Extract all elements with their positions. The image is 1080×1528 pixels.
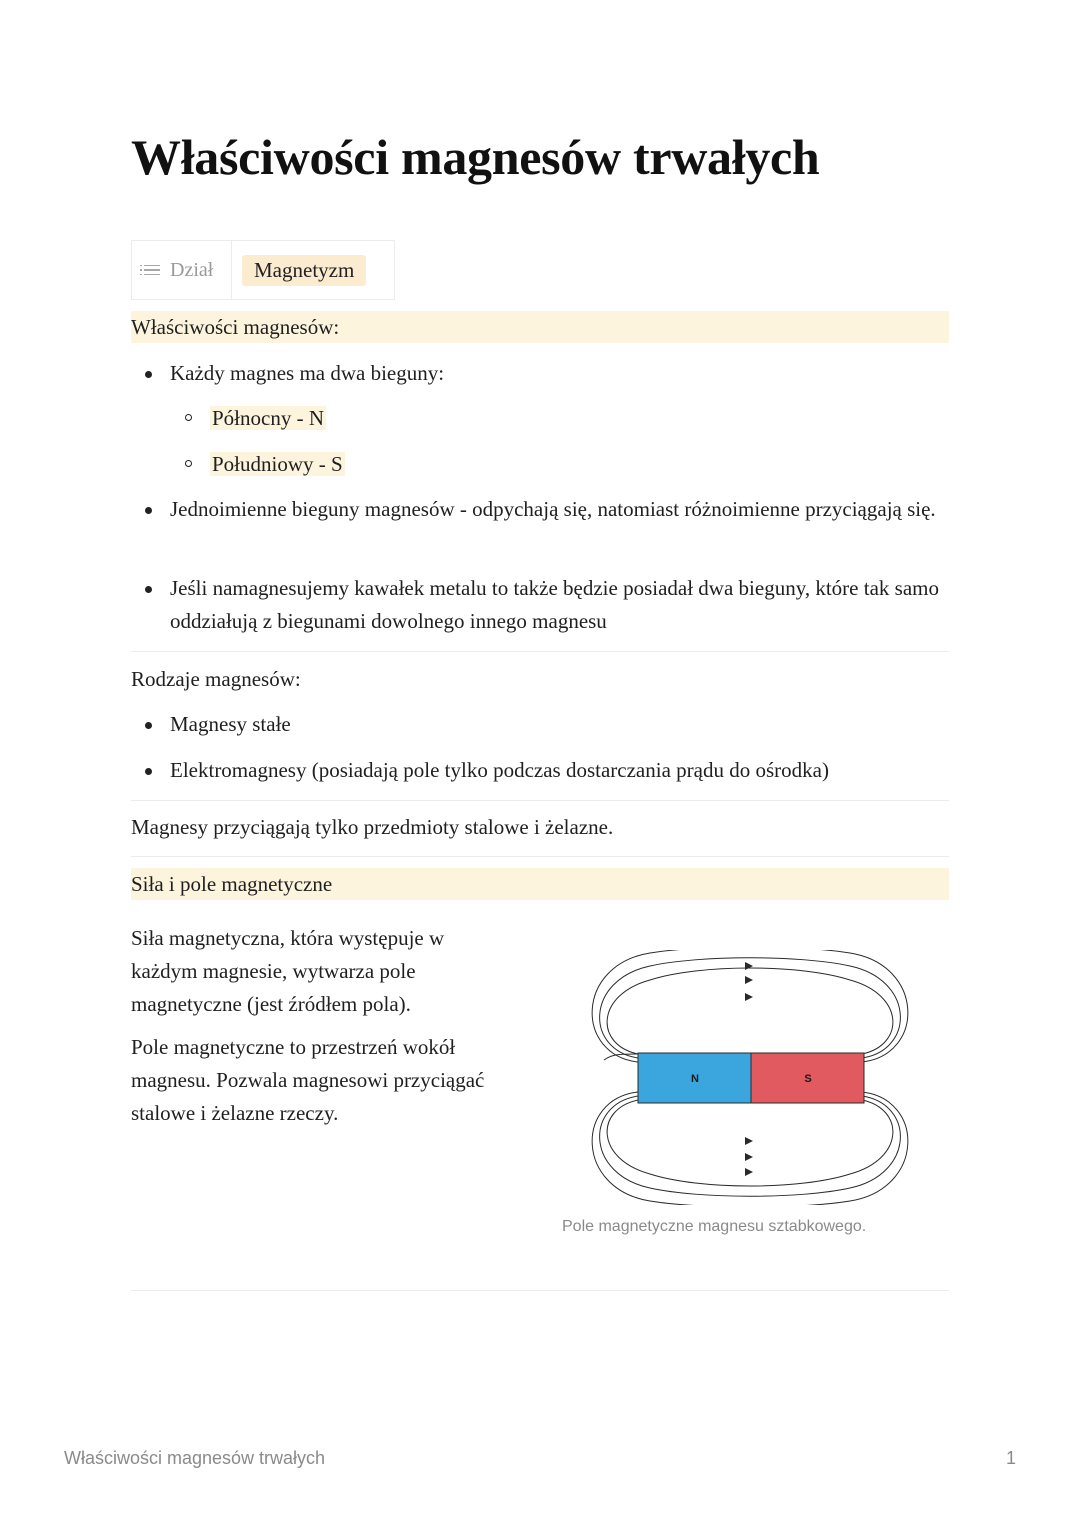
list-subitem xyxy=(210,402,326,435)
list-item: Jeśli namagnesujemy kawałek metalu to także będzie posiadał dwa bieguny, które tak samo oddziałują z biegunami dowolnego innego magnesu xyxy=(170,572,940,638)
subitem-text: Południowy - S xyxy=(212,452,343,476)
property-key xyxy=(132,241,232,299)
figure-caption: Pole magnetyczne magnesu sztabkowego. xyxy=(562,1218,867,1235)
statement-text: Magnesy przyciągają tylko przedmioty stalowe i żelazne. xyxy=(131,815,614,839)
arrow-icon xyxy=(745,993,753,1001)
list-subitem xyxy=(210,448,345,481)
arrow-icon xyxy=(745,1153,753,1161)
divider xyxy=(131,651,949,652)
property-row xyxy=(131,240,395,300)
footer-title: Właściwości magnesów trwałych xyxy=(64,1448,326,1468)
section-heading-wlasciwosci: Właściwości magnesów: xyxy=(131,311,949,343)
arrow-icon xyxy=(745,976,753,984)
section-heading-sila: Siła i pole magnetyczne xyxy=(131,868,949,900)
page-title: Właściwości magnesów trwałych xyxy=(131,129,820,185)
paragraph-sila: Siła magnetyczna, która występuje w każdym magnesie, wytwarza pole magnetyczne (jest źródłem pola). xyxy=(131,926,445,1016)
tag-magnetyzm[interactable]: Magnetyzm xyxy=(242,255,366,286)
subitem-text: Północny - N xyxy=(212,406,324,430)
list-item: Każdy magnes ma dwa bieguny: xyxy=(170,357,940,390)
divider xyxy=(131,800,949,801)
list-item: Elektromagnesy (posiadają pole tylko podczas dostarczania prądu do ośrodka) xyxy=(170,754,940,787)
page-number: 1 xyxy=(1005,1448,1016,1468)
property-key-label: Dział xyxy=(170,258,214,281)
magnet-field-figure xyxy=(590,950,910,1205)
list-item: Jednoimienne bieguny magnesów - odpychają się, natomiast różnoimienne przyciągają się. xyxy=(170,493,940,526)
section-heading-rodzaje: Rodzaje magnesów: xyxy=(131,667,301,691)
arrow-icon xyxy=(745,1137,753,1145)
list-item: Magnesy stałe xyxy=(170,708,940,741)
paragraph-pole: Pole magnetyczne to przestrzeń wokół magnesu. Pozwala magnesowi przyciągać stalowe i żelazne rzeczy. xyxy=(131,1035,485,1125)
property-value[interactable] xyxy=(232,241,394,299)
south-label: S xyxy=(804,1073,812,1085)
divider xyxy=(131,1290,949,1291)
divider xyxy=(131,856,949,857)
arrow-icon xyxy=(745,962,753,970)
list-icon xyxy=(144,262,160,279)
arrow-icon xyxy=(745,1168,753,1176)
north-label: N xyxy=(691,1073,699,1085)
